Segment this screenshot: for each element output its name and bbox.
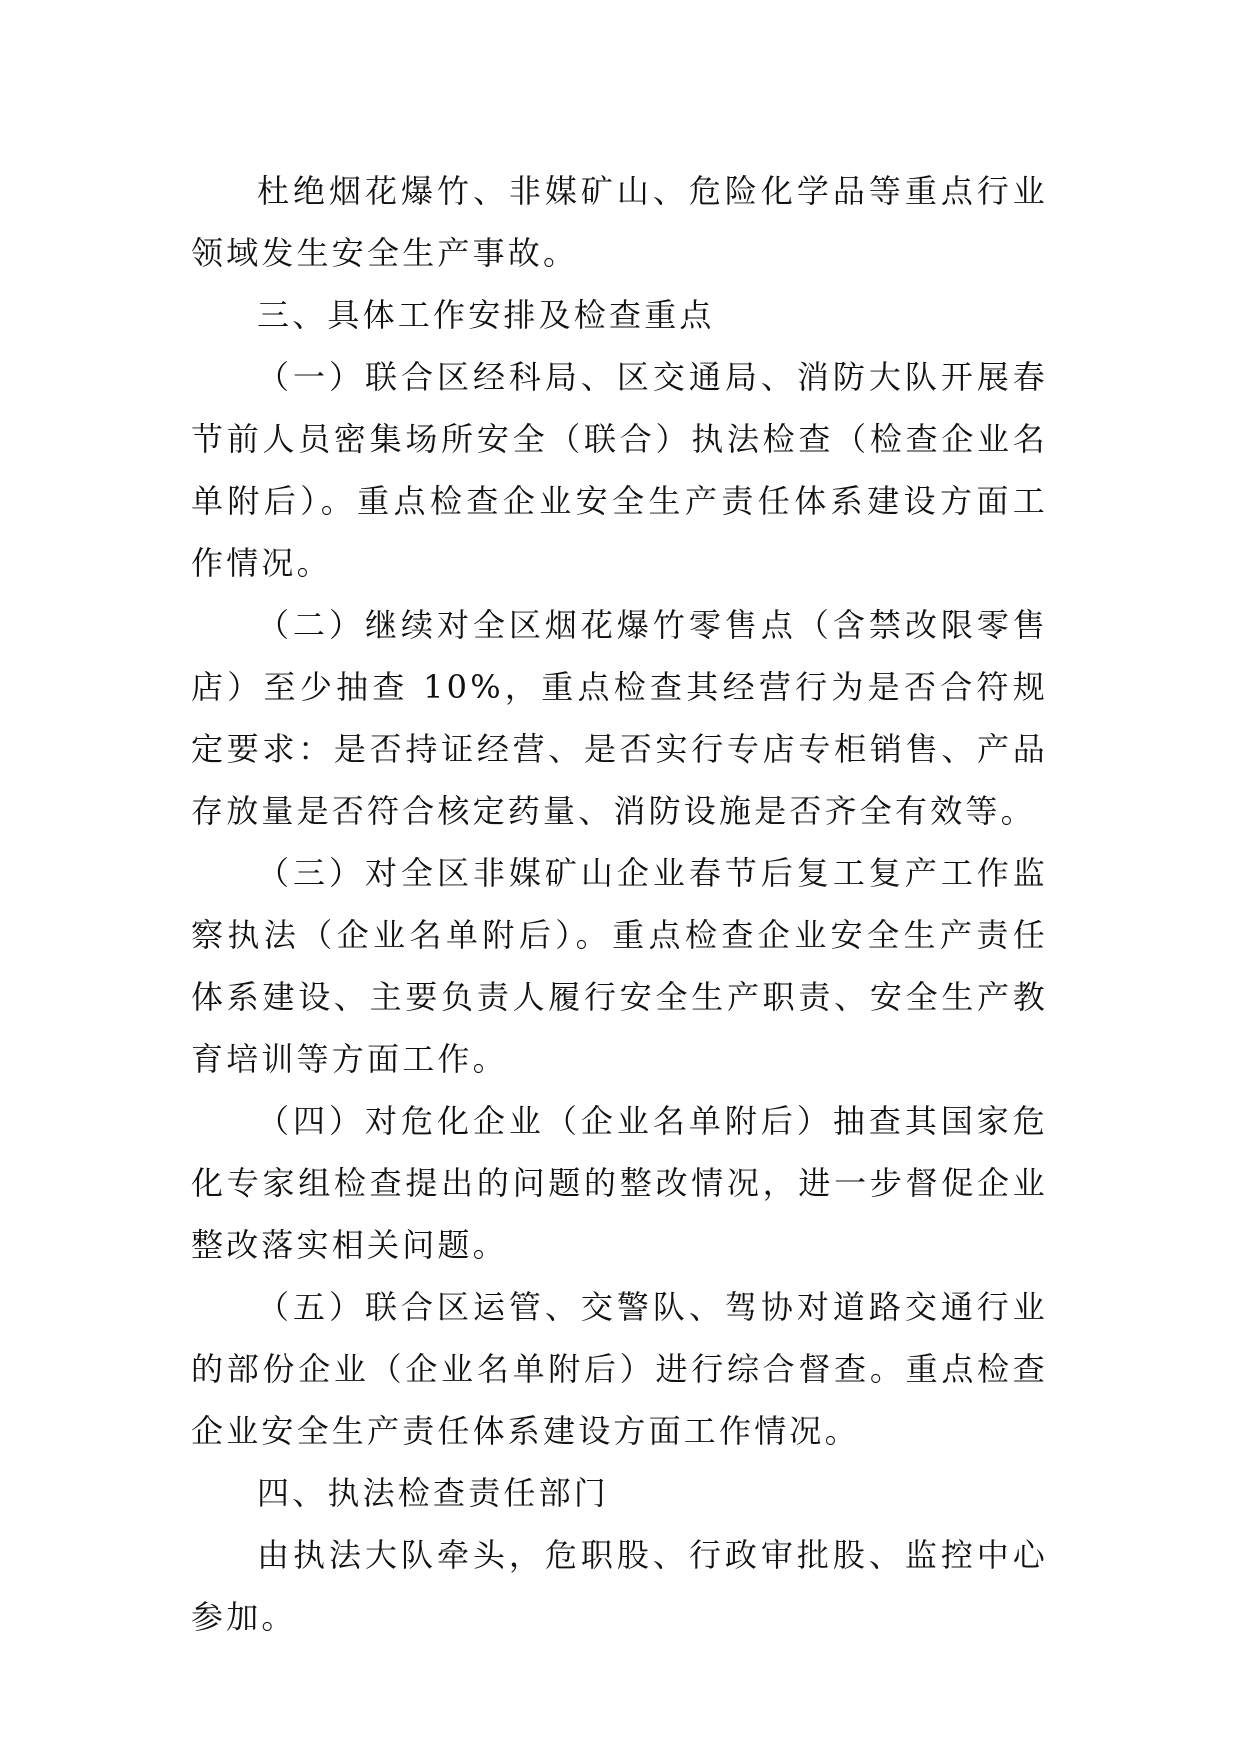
paragraph-item-2: （二）继续对全区烟花爆竹零售点（含禁改限零售店）至少抽查 10%，重点检查其经营行为是否合符规定要求：是否持证经营、是否实行专店专柜销售、产品存放量是否符合核定药量、消防设施是否齐全有效等。 [191,606,1048,830]
paragraph-item-1: （一）联合区经科局、区交通局、消防大队开展春节前人员密集场所安全（联合）执法检查（检查企业名单附后）。重点检查企业安全生产责任体系建设方面工作情况。 [191,358,1048,582]
paragraph-item-4: （四）对危化企业（企业名单附后）抽查其国家危化专家组检查提出的问题的整改情况，进一步督促企业整改落实相关问题。 [191,1102,1048,1264]
paragraph-responsible-departments: 由执法大队牵头，危职股、行政审批股、监控中心参加。 [191,1536,1048,1636]
paragraph-item-3: （三）对全区非媒矿山企业春节后复工复产工作监察执法（企业名单附后）。重点检查企业安全生产责任体系建设、主要负责人履行安全生产职责、安全生产教育培训等方面工作。 [191,854,1048,1078]
document-body [191,160,1048,1648]
section-heading-4: 四、执法检查责任部门 [257,1474,610,1512]
paragraph-item-5: （五）联合区运管、交警队、驾协对道路交通行业的部份企业（企业名单附后）进行综合督查。重点检查企业安全生产责任体系建设方面工作情况。 [191,1288,1048,1450]
paragraph-continuation: 杜绝烟花爆竹、非媒矿山、危险化学品等重点行业领域发生安全生产事故。 [191,172,1048,272]
section-heading-3: 三、具体工作安排及检查重点 [257,296,715,334]
